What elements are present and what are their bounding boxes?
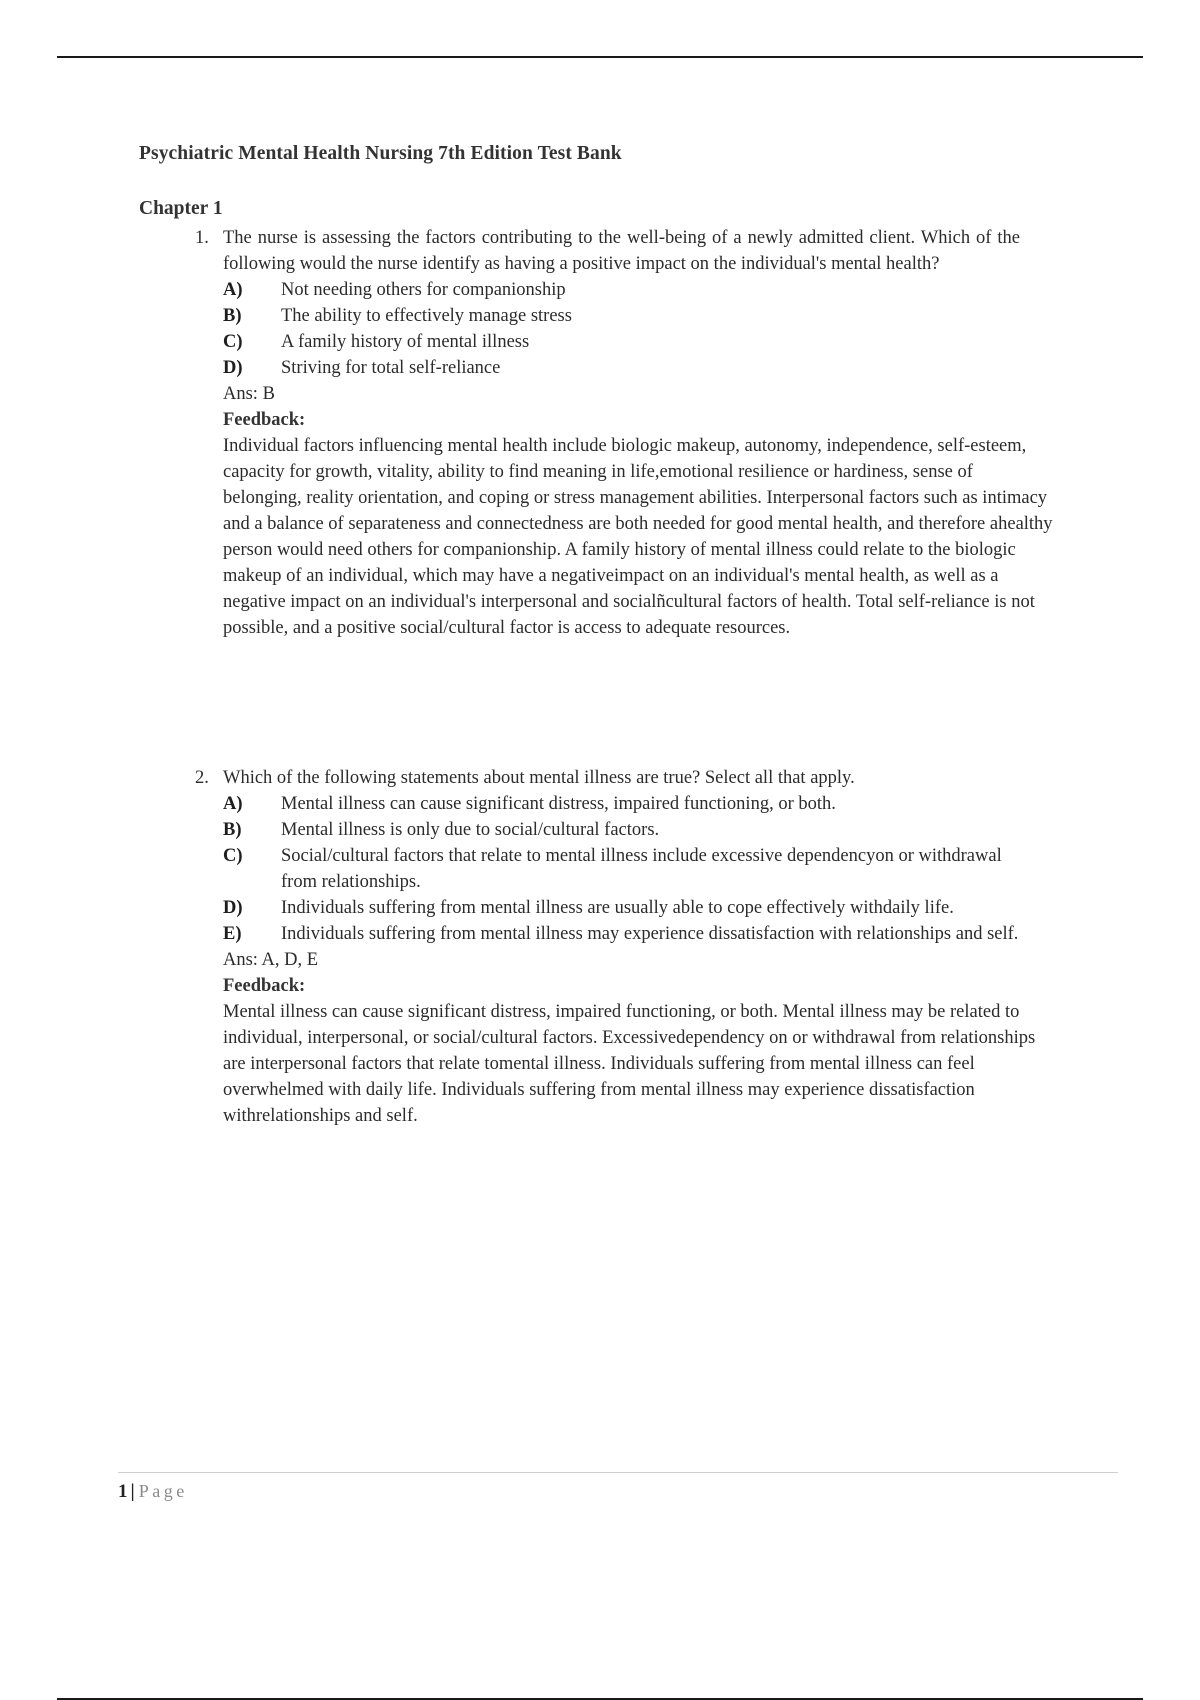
answer-option-e xyxy=(195,921,1020,947)
question-stem xyxy=(195,225,1020,277)
option-letter: A) xyxy=(223,280,243,300)
chapter-heading: Chapter 1 xyxy=(139,198,223,219)
feedback-label: Feedback: xyxy=(223,976,306,996)
page-number: 1 xyxy=(118,1481,128,1502)
answer-option-a xyxy=(195,791,1020,817)
question-text: The nurse is assessing the factors contributing to the well-being of a newly admitted client. Which of the following would the nurse identify as having a positive impact on the individual's mental health? xyxy=(223,228,1020,274)
option-text: Social/cultural factors that relate to mental illness include excessive dependencyon or withdrawal from relationships. xyxy=(281,846,1002,892)
answer-key: Ans: B xyxy=(223,384,275,404)
answer-option-d xyxy=(195,895,1020,921)
option-text: The ability to effectively manage stress xyxy=(281,306,572,326)
answer-option-b xyxy=(195,817,1020,843)
answer-option-c xyxy=(195,329,1020,355)
document-title: Psychiatric Mental Health Nursing 7th Edition Test Bank xyxy=(139,143,622,164)
answer-option-b xyxy=(195,303,1020,329)
page-separator: | xyxy=(130,1481,135,1502)
option-text: Individuals suffering from mental illness are usually able to cope effectively withdaily life. xyxy=(281,898,954,918)
answer-option-a xyxy=(195,277,1020,303)
option-text: Mental illness can cause significant distress, impaired functioning, or both. xyxy=(281,794,836,814)
question-text: Which of the following statements about mental illness are true? Select all that apply. xyxy=(223,768,855,788)
feedback-text: Mental illness can cause significant distress, impaired functioning, or both. Mental illness may be related to individual, interpersonal, or social/cultural factors. Excessivedependency on or withdrawal from relationships are interpersonal factors that relate tomental illness. Individuals suffering from mental illness can feel overwhelmed with daily life. Individuals suffering from mental illness may experience dissatisfaction withrelationships and self. xyxy=(223,1002,1036,1126)
option-text: Individuals suffering from mental illness may experience dissatisfaction with relationships and self. xyxy=(281,924,1019,944)
option-letter: C) xyxy=(223,846,243,866)
option-text: A family history of mental illness xyxy=(281,332,530,352)
page-footer xyxy=(118,1479,188,1504)
top-rule xyxy=(57,56,1143,58)
option-letter: A) xyxy=(223,794,243,814)
option-letter: B) xyxy=(223,306,242,326)
option-letter: D) xyxy=(223,898,243,918)
footer-rule xyxy=(118,1472,1118,1473)
option-text: Not needing others for companionship xyxy=(281,280,566,300)
page-label: Page xyxy=(138,1481,188,1501)
answer-option-c xyxy=(195,843,1020,895)
answer-key: Ans: A, D, E xyxy=(223,950,319,970)
question-stem xyxy=(195,765,1020,791)
option-letter: B) xyxy=(223,820,242,840)
answer-option-d xyxy=(195,355,1020,381)
option-letter: C) xyxy=(223,332,243,352)
question-2 xyxy=(195,765,1036,1129)
feedback-text: Individual factors influencing mental health include biologic makeup, autonomy, independence, self-esteem, capacity for growth, vitality, ability to find meaning in life,emotional resilience or hardiness, sense of belonging, reality orientation, and coping or stress management abilities. Interpersonal factors such as intimacy and a balance of separateness and connectedness are both needed for good mental health, and therefore ahealthy person would need others for companionship. A family history of mental illness could relate to the biologic makeup of an individual, which may have a negativeimpact on an individual's mental health, as well as a negative impact on an individual's interpersonal and socialñcultural factors of health. Total self-reliance is not possible, and a positive social/cultural factor is access to adequate resources. xyxy=(223,436,1053,638)
option-text: Mental illness is only due to social/cultural factors. xyxy=(281,820,660,840)
option-letter: E) xyxy=(223,924,242,944)
question-number: 2. xyxy=(195,768,209,788)
question-number: 1. xyxy=(195,228,209,248)
question-1 xyxy=(195,225,1053,641)
option-text: Striving for total self-reliance xyxy=(281,358,501,378)
option-letter: D) xyxy=(223,358,243,378)
feedback-label: Feedback: xyxy=(223,410,306,430)
